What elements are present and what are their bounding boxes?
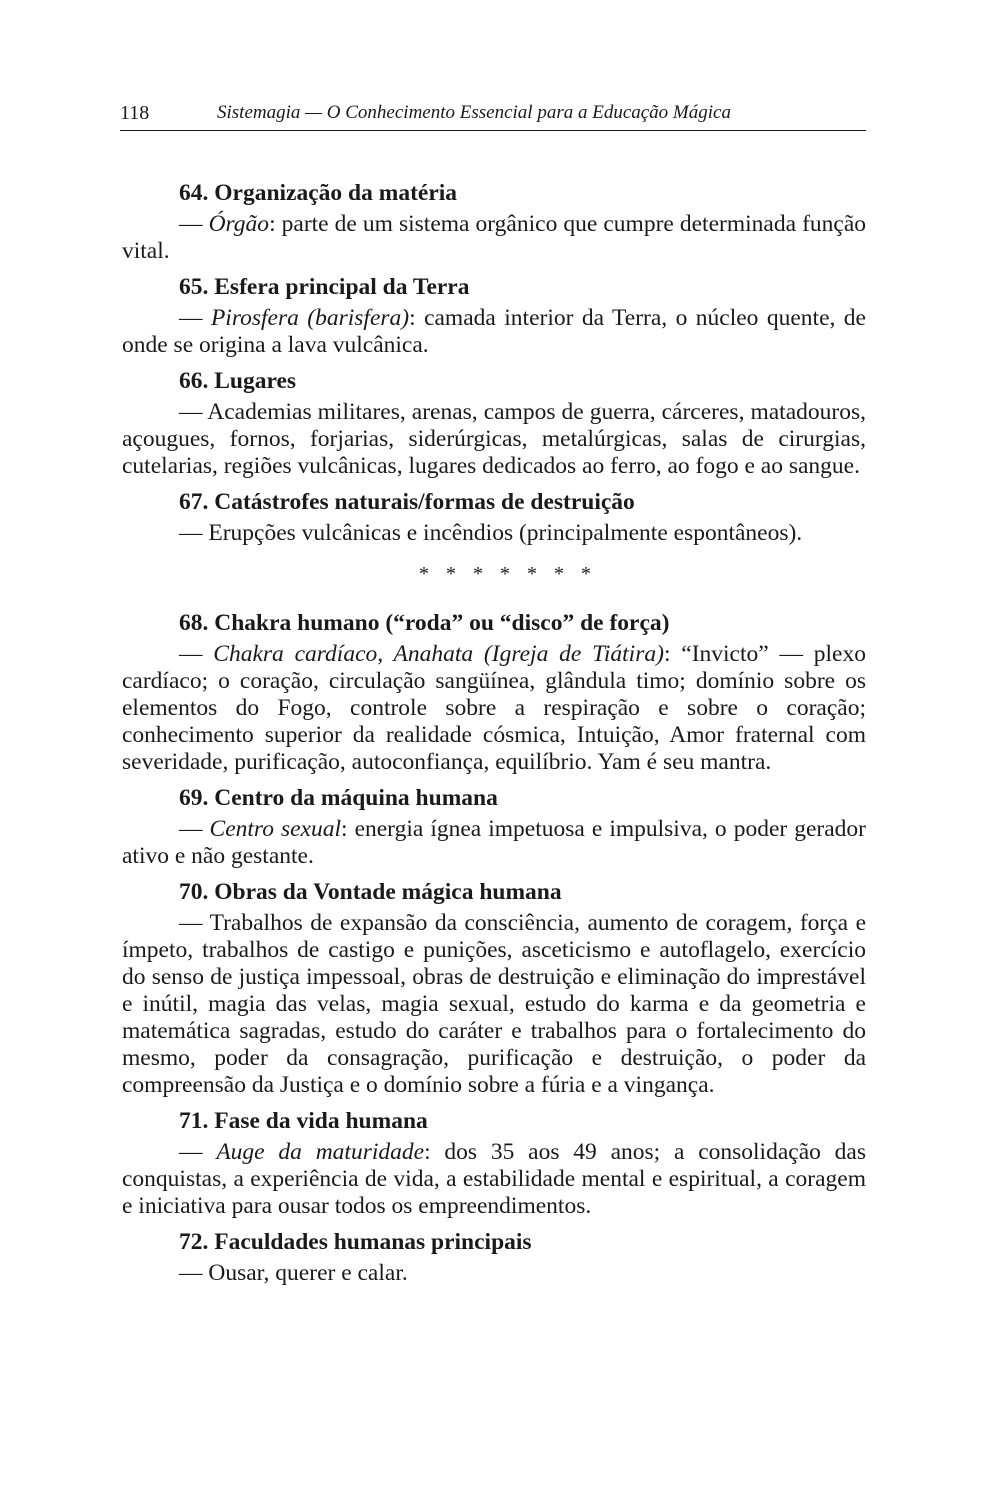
- entry-description: Ousar, querer e calar.: [208, 1260, 408, 1286]
- entry-heading: 68. Chakra humano (“roda” ou “disco” de força): [179, 610, 670, 636]
- entry-description: : camada interior da Terra, o núcleo quente, de onde se origina a lava vulcânica.: [122, 305, 866, 358]
- entry-dash: —: [179, 520, 209, 546]
- entry-description: : energia ígnea impetuosa e impulsiva, o poder gerador ativo e não gestante.: [122, 816, 867, 869]
- glossary-entry: [122, 1108, 866, 1220]
- page-number: 118: [120, 102, 150, 124]
- section-separator: * * * * * * *: [419, 563, 597, 585]
- entry-text: [122, 1260, 866, 1287]
- entries-after-separator: [122, 610, 866, 1287]
- entry-dash: —: [179, 1139, 217, 1165]
- entry-dash: —: [179, 1260, 209, 1286]
- entry-description: : dos 35 aos 49 anos; a consolidação das conquistas, a experiência de vida, a estabilidade mental e espiritual, a coragem e iniciativa para ousar todos os empreendimentos.: [122, 1139, 867, 1219]
- entry-term: Órgão: [208, 211, 270, 237]
- entry-text: [122, 305, 866, 359]
- running-title: Sistemagia — O Conhecimento Essencial para a Educação Mágica: [217, 102, 731, 123]
- running-header: [120, 100, 866, 131]
- entry-text: [122, 641, 866, 776]
- entry-heading: 64. Organização da matéria: [179, 180, 458, 206]
- page-body: [122, 180, 866, 1296]
- entry-description: Erupções vulcânicas e incêndios (principalmente espontâneos).: [208, 520, 803, 546]
- entry-heading: 71. Fase da vida humana: [179, 1108, 428, 1134]
- glossary-entry: [122, 610, 866, 776]
- entry-dash: —: [179, 641, 214, 667]
- glossary-entry: [122, 1229, 866, 1287]
- entry-description: Academias militares, arenas, campos de guerra, cárceres, matadouros, açougues, fornos, forjarias, siderúrgicas, metalúrgicas, salas de cirurgias, cutelarias, regiões vulcânicas, lugares dedicados ao ferro, ao fogo e ao sangue.: [122, 399, 866, 479]
- entry-heading: 65. Esfera principal da Terra: [179, 274, 470, 300]
- entry-description: Trabalhos de expansão da consciência, aumento de coragem, força e ímpeto, trabalhos de castigo e punições, asceticismo e autoflagelo, exercício do senso de justiça impessoal, obras de destruição e eliminação do imprestável e inútil, magia das velas, magia sexual, estudo do karma e da geometria e matemática sagradas, estudo do caráter e trabalhos para o fortalecimento do mesmo, poder da consagração, purificação e destruição, o poder da compreensão da Justiça e o domínio sobre a fúria e a vingança.: [122, 910, 867, 1098]
- glossary-entry: [122, 180, 866, 265]
- glossary-entry: [122, 879, 866, 1099]
- entry-dash: —: [179, 305, 211, 331]
- entry-description: : “Invicto” — plexo cardíaco; o coração, circulação sangüínea, glândula timo; domínio sobre os elementos do Fogo, controle sobre a respiração e sobre o coração; conhecimento superior da realidade cósmica, Intuição, Amor fraternal com severidade, purificação, autoconfiança, equilíbrio. Yam é seu mantra.: [122, 641, 866, 775]
- entry-term: Centro sexual: [209, 816, 342, 842]
- glossary-entry: [122, 368, 866, 480]
- entry-description: : parte de um sistema orgânico que cumpre determinada função vital.: [122, 211, 867, 264]
- entry-heading: 69. Centro da máquina humana: [179, 785, 498, 811]
- entry-term: Chakra cardíaco, Anahata (Igreja de Tiátira): [213, 641, 664, 667]
- entries-before-separator: [122, 180, 866, 547]
- entry-heading: 67. Catástrofes naturais/formas de destruição: [179, 489, 635, 515]
- entry-dash: —: [179, 910, 210, 936]
- entry-text: [122, 399, 866, 480]
- entry-heading: 70. Obras da Vontade mágica humana: [179, 879, 562, 905]
- glossary-entry: [122, 274, 866, 359]
- glossary-entry: [122, 785, 866, 870]
- entry-text: [122, 520, 866, 547]
- entry-heading: 66. Lugares: [179, 368, 297, 394]
- entry-term: Pirosfera (barisfera): [210, 305, 410, 331]
- entry-text: [122, 1139, 866, 1220]
- entry-term: Auge da maturidade: [216, 1139, 425, 1165]
- entry-text: [122, 211, 866, 265]
- glossary-entry: [122, 489, 866, 547]
- entry-text: [122, 816, 866, 870]
- entry-dash: —: [179, 211, 209, 237]
- entry-text: [122, 910, 866, 1099]
- entry-dash: —: [179, 399, 208, 425]
- entry-dash: —: [179, 816, 210, 842]
- entry-heading: 72. Faculdades humanas principais: [179, 1229, 532, 1255]
